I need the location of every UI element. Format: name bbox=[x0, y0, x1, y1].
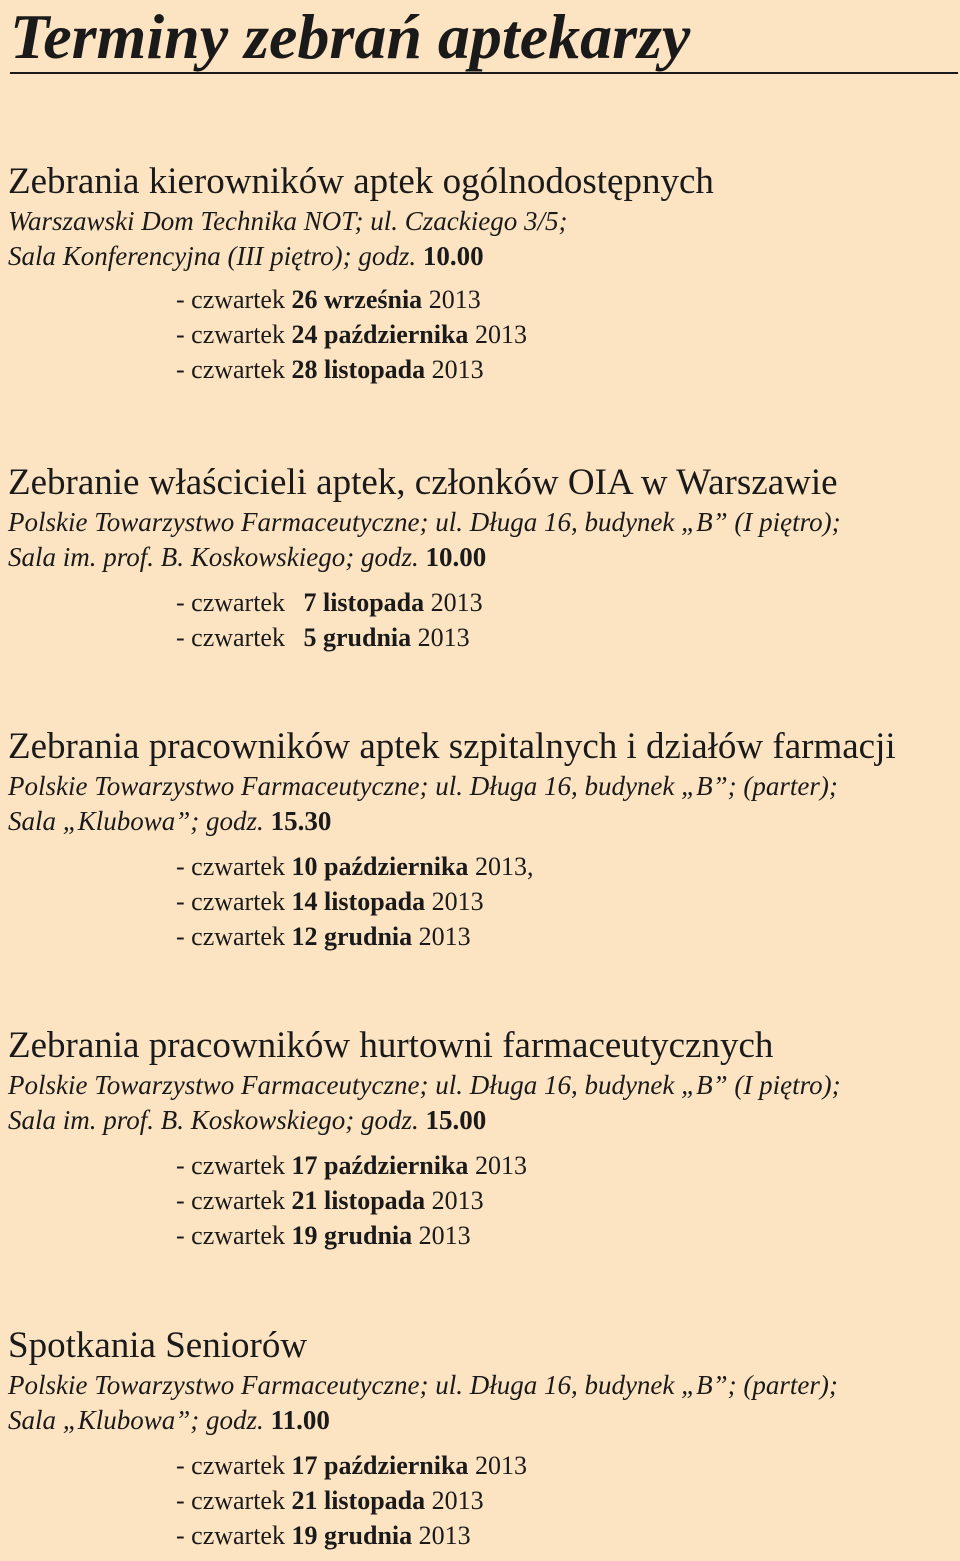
weekday: - czwartek bbox=[176, 623, 285, 652]
location-time-line bbox=[8, 540, 956, 575]
list-item bbox=[176, 282, 956, 317]
list-item bbox=[176, 849, 956, 884]
date-year: 2013 bbox=[431, 1186, 484, 1215]
location-time-line bbox=[8, 1403, 956, 1438]
list-item bbox=[176, 1483, 956, 1518]
date-day: 28 bbox=[291, 355, 318, 384]
section-heading: Zebrania pracowników aptek szpitalnych i działów farmacji bbox=[8, 726, 896, 767]
date-month: września bbox=[323, 285, 423, 314]
date-month: października bbox=[323, 320, 469, 349]
date-list bbox=[8, 1148, 956, 1253]
list-item bbox=[176, 1448, 956, 1483]
date-year: 2013 bbox=[474, 320, 527, 349]
weekday: - czwartek bbox=[176, 588, 285, 617]
weekday: - czwartek bbox=[176, 1151, 285, 1180]
location-room: Sala im. prof. B. Koskowskiego; godz. bbox=[8, 1105, 419, 1135]
date-year: 2013 bbox=[428, 285, 481, 314]
meeting-time: 15.30 bbox=[270, 806, 332, 836]
date-year: 2013 bbox=[431, 887, 484, 916]
date-month: października bbox=[323, 1151, 469, 1180]
location-line: Polskie Towarzystwo Farmaceutyczne; ul. Długa 16, budynek „B”; (parter); bbox=[8, 771, 838, 801]
date-list bbox=[8, 282, 956, 387]
date-day: 7 bbox=[303, 588, 317, 617]
page-title: Terminy zebrań aptekarzy bbox=[10, 1, 691, 72]
section-wlasciciele-aptek bbox=[8, 461, 956, 655]
meeting-time: 10.00 bbox=[425, 542, 487, 572]
date-year: 2013 bbox=[430, 588, 483, 617]
date-month: listopada bbox=[323, 887, 426, 916]
section-apteki-szpitalne bbox=[8, 725, 956, 954]
weekday: - czwartek bbox=[176, 1486, 285, 1515]
date-month: grudnia bbox=[323, 922, 413, 951]
section-heading: Zebrania pracowników hurtowni farmaceutycznych bbox=[8, 1025, 774, 1066]
date-month: października bbox=[323, 1451, 469, 1480]
date-month: listopada bbox=[323, 1186, 426, 1215]
date-day: 10 bbox=[291, 852, 318, 881]
date-year: 2013 bbox=[418, 922, 471, 951]
date-day: 21 bbox=[291, 1186, 318, 1215]
section-kierownicy-aptek bbox=[8, 160, 956, 387]
location-line: Polskie Towarzystwo Farmaceutyczne; ul. Długa 16, budynek „B” (I piętro); bbox=[8, 507, 841, 537]
date-day: 26 bbox=[291, 285, 318, 314]
date-month: października bbox=[323, 852, 469, 881]
weekday: - czwartek bbox=[176, 1451, 285, 1480]
meeting-time: 10.00 bbox=[422, 241, 484, 271]
weekday: - czwartek bbox=[176, 320, 285, 349]
location-line: Polskie Towarzystwo Farmaceutyczne; ul. Długa 16, budynek „B”; (parter); bbox=[8, 1370, 838, 1400]
date-day: 17 bbox=[291, 1151, 318, 1180]
meeting-time: 15.00 bbox=[425, 1105, 487, 1135]
date-day: 24 bbox=[291, 320, 318, 349]
location-room: Sala im. prof. B. Koskowskiego; godz. bbox=[8, 542, 419, 572]
date-day: 19 bbox=[291, 1221, 318, 1250]
date-day: 21 bbox=[291, 1486, 318, 1515]
location-time-line bbox=[8, 1103, 956, 1138]
date-day: 5 bbox=[303, 623, 317, 652]
date-month: listopada bbox=[323, 355, 426, 384]
date-year: 2013 bbox=[474, 1451, 527, 1480]
date-year: 2013 bbox=[417, 623, 470, 652]
location-room: Sala „Klubowa”; godz. bbox=[8, 1405, 264, 1435]
date-list bbox=[8, 849, 956, 954]
location-room: Sala Konferencyjna (III piętro); godz. bbox=[8, 241, 417, 271]
date-month: grudnia bbox=[323, 1221, 413, 1250]
date-day: 12 bbox=[291, 922, 318, 951]
location-time-line bbox=[8, 239, 956, 274]
date-day: 17 bbox=[291, 1451, 318, 1480]
date-year: 2013 bbox=[431, 1486, 484, 1515]
section-hurtownie bbox=[8, 1024, 956, 1253]
date-list bbox=[8, 1448, 956, 1553]
list-item bbox=[176, 620, 956, 655]
date-day: 14 bbox=[291, 887, 318, 916]
date-list bbox=[8, 585, 956, 655]
date-month: grudnia bbox=[323, 1521, 413, 1550]
location-time-line bbox=[8, 804, 956, 839]
list-item bbox=[176, 352, 956, 387]
section-heading: Zebrania kierowników aptek ogólnodostępnych bbox=[8, 161, 714, 202]
list-item bbox=[176, 1518, 956, 1553]
date-day: 19 bbox=[291, 1521, 318, 1550]
weekday: - czwartek bbox=[176, 285, 285, 314]
section-heading: Spotkania Seniorów bbox=[8, 1325, 308, 1366]
list-item bbox=[176, 1218, 956, 1253]
list-item bbox=[176, 317, 956, 352]
date-month: grudnia bbox=[322, 623, 412, 652]
section-heading: Zebranie właścicieli aptek, członków OIA w Warszawie bbox=[8, 462, 838, 503]
list-item bbox=[176, 1183, 956, 1218]
date-month: listopada bbox=[322, 588, 425, 617]
weekday: - czwartek bbox=[176, 887, 285, 916]
list-item bbox=[176, 884, 956, 919]
weekday: - czwartek bbox=[176, 922, 285, 951]
date-year: 2013, bbox=[474, 852, 534, 881]
section-seniorzy bbox=[8, 1324, 956, 1553]
list-item bbox=[176, 585, 956, 620]
weekday: - czwartek bbox=[176, 1221, 285, 1250]
date-year: 2013 bbox=[418, 1521, 471, 1550]
location-line: Warszawski Dom Technika NOT; ul. Czackiego 3/5; bbox=[8, 206, 568, 236]
weekday: - czwartek bbox=[176, 852, 285, 881]
weekday: - czwartek bbox=[176, 355, 285, 384]
date-year: 2013 bbox=[418, 1221, 471, 1250]
title-divider bbox=[10, 72, 958, 74]
list-item bbox=[176, 1148, 956, 1183]
date-month: listopada bbox=[323, 1486, 426, 1515]
weekday: - czwartek bbox=[176, 1186, 285, 1215]
date-year: 2013 bbox=[474, 1151, 527, 1180]
meeting-time: 11.00 bbox=[270, 1405, 330, 1435]
list-item bbox=[176, 919, 956, 954]
date-year: 2013 bbox=[431, 355, 484, 384]
location-line: Polskie Towarzystwo Farmaceutyczne; ul. Długa 16, budynek „B” (I piętro); bbox=[8, 1070, 841, 1100]
weekday: - czwartek bbox=[176, 1521, 285, 1550]
location-room: Sala „Klubowa”; godz. bbox=[8, 806, 264, 836]
